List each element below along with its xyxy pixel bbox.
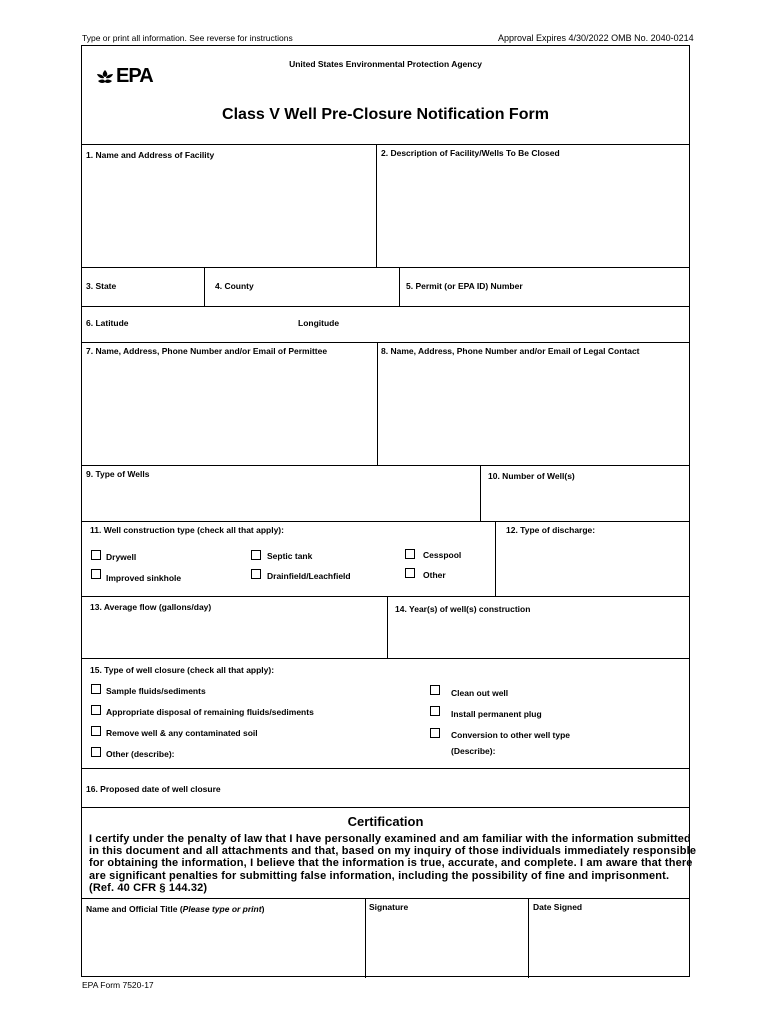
epa-flower-icon: [95, 68, 115, 86]
conversion-describe-label: (Describe):: [451, 746, 496, 756]
sample-fluids-checkbox[interactable]: [91, 684, 101, 694]
cesspool-label: Cesspool: [423, 550, 462, 560]
name-title-label-b: Please type or print: [182, 904, 262, 914]
disposal-label: Appropriate disposal of remaining fluids/sediments: [106, 707, 314, 717]
remove-well-label: Remove well & any contaminated soil: [106, 728, 258, 738]
certification-text: [89, 833, 696, 894]
name-title-label-c: ): [261, 904, 265, 914]
rule: [82, 521, 689, 522]
rule: [377, 342, 378, 465]
sample-fluids-label: Sample fluids/sediments: [106, 686, 206, 696]
drywell-checkbox[interactable]: [91, 550, 101, 560]
permanent-plug-checkbox[interactable]: [430, 706, 440, 716]
field-9-label: 9. Type of Wells: [86, 469, 150, 479]
facility-name-address-field[interactable]: [83, 145, 375, 266]
agency-name: United States Environmental Protection Agency: [289, 59, 482, 69]
clean-out-checkbox[interactable]: [430, 685, 440, 695]
other-closure-checkbox[interactable]: [91, 747, 101, 757]
certification-heading: Certification: [347, 814, 424, 829]
rule: [365, 898, 366, 978]
disposal-checkbox[interactable]: [91, 705, 101, 715]
certification-line: I certify under the penalty of law that I have personally examined and am familiar with the information submitted: [89, 833, 691, 845]
remove-well-checkbox[interactable]: [91, 726, 101, 736]
county-field[interactable]: [206, 268, 398, 305]
other-construction-checkbox[interactable]: [405, 568, 415, 578]
rule: [82, 807, 689, 808]
field-4-label: 4. County: [215, 281, 254, 291]
field-12-label: 12. Type of discharge:: [506, 525, 596, 535]
field-8-label: 8. Name, Address, Phone Number and/or Email of Legal Contact: [381, 346, 640, 356]
drywell-label: Drywell: [106, 552, 137, 562]
improved-sinkhole-label: Improved sinkhole: [106, 573, 182, 583]
permit-number-field[interactable]: [401, 268, 688, 305]
epa-logo-text: EPA: [116, 65, 153, 87]
field-13-label: 13. Average flow (gallons/day): [90, 602, 212, 612]
septic-tank-label: Septic tank: [267, 551, 313, 561]
other-construction-label: Other: [423, 570, 446, 580]
field-7-label: 7. Name, Address, Phone Number and/or Email of Permittee: [86, 346, 328, 356]
signature-label: Signature: [369, 902, 409, 912]
conversion-label: Conversion to other well type: [451, 730, 571, 740]
rule: [528, 898, 529, 978]
field-2-label: 2. Description of Facility/Wells To Be Closed: [381, 148, 560, 158]
field-15-label: 15. Type of well closure (check all that apply):: [90, 665, 275, 675]
longitude-field[interactable]: [292, 307, 688, 341]
field-11-label: 11. Well construction type (check all that apply):: [90, 525, 284, 535]
rule: [495, 521, 496, 596]
conversion-checkbox[interactable]: [430, 728, 440, 738]
drainfield-checkbox[interactable]: [251, 569, 261, 579]
rule: [387, 596, 388, 658]
date-signed-label: Date Signed: [533, 902, 583, 912]
certification-line: for obtaining the information, I believe that the information is true, accurate, and complete. I am aware that there: [89, 857, 693, 870]
approval-note: Approval Expires 4/30/2022 OMB No. 2040-0214: [498, 33, 694, 43]
type-of-wells-field[interactable]: [83, 466, 479, 520]
form-title: Class V Well Pre-Closure Notification Form: [222, 106, 549, 123]
legal-contact-field[interactable]: [379, 343, 688, 464]
rule: [399, 267, 400, 306]
name-title-field[interactable]: [83, 899, 364, 977]
facility-description-field[interactable]: [378, 145, 688, 266]
permanent-plug-label: Install permanent plug: [451, 709, 542, 719]
name-title-label-a: Name and Official Title (: [86, 904, 183, 914]
state-field[interactable]: [83, 268, 203, 305]
longitude-label: Longitude: [298, 318, 340, 328]
average-flow-field[interactable]: [83, 597, 386, 657]
closure-date-field[interactable]: [83, 769, 688, 806]
permittee-contact-field[interactable]: [83, 343, 376, 464]
field-1-label: 1. Name and Address of Facility: [86, 150, 215, 160]
drainfield-label: Drainfield/Leachfield: [267, 571, 351, 581]
clean-out-label: Clean out well: [451, 688, 509, 698]
date-signed-field[interactable]: [530, 899, 688, 977]
type-of-discharge-field[interactable]: [497, 538, 688, 595]
other-closure-label: Other (describe):: [106, 749, 175, 759]
number-of-wells-field[interactable]: [482, 466, 688, 520]
construction-years-field[interactable]: [389, 597, 688, 657]
field-6-label: 6. Latitude: [86, 318, 129, 328]
field-14-label: 14. Year(s) of well(s) construction: [395, 604, 531, 614]
signature-field[interactable]: [367, 899, 527, 977]
certification-line: are significant penalties for submitting false information, including the possibility of fine and imprisonment.: [89, 869, 670, 882]
instructions-note: Type or print all information. See reverse for instructions: [82, 33, 293, 43]
rule: [376, 144, 377, 267]
field-3-label: 3. State: [86, 281, 117, 291]
field-10-label: 10. Number of Well(s): [488, 471, 575, 481]
field-16-label: 16. Proposed date of well closure: [86, 784, 221, 794]
form-number: EPA Form 7520-17: [82, 980, 154, 990]
rule: [480, 465, 481, 521]
rule: [204, 267, 205, 306]
certification-line: (Ref. 40 CFR § 144.32): [89, 881, 208, 894]
certification-line: in this document and all attachments and that, based on my inquiry of those individuals immediately responsible: [89, 845, 697, 858]
septic-tank-checkbox[interactable]: [251, 550, 261, 560]
cesspool-checkbox[interactable]: [405, 549, 415, 559]
form-container: [81, 45, 697, 977]
rule: [82, 658, 689, 659]
latitude-field[interactable]: [83, 307, 283, 341]
improved-sinkhole-checkbox[interactable]: [91, 569, 101, 579]
field-5-label: 5. Permit (or EPA ID) Number: [406, 281, 523, 291]
